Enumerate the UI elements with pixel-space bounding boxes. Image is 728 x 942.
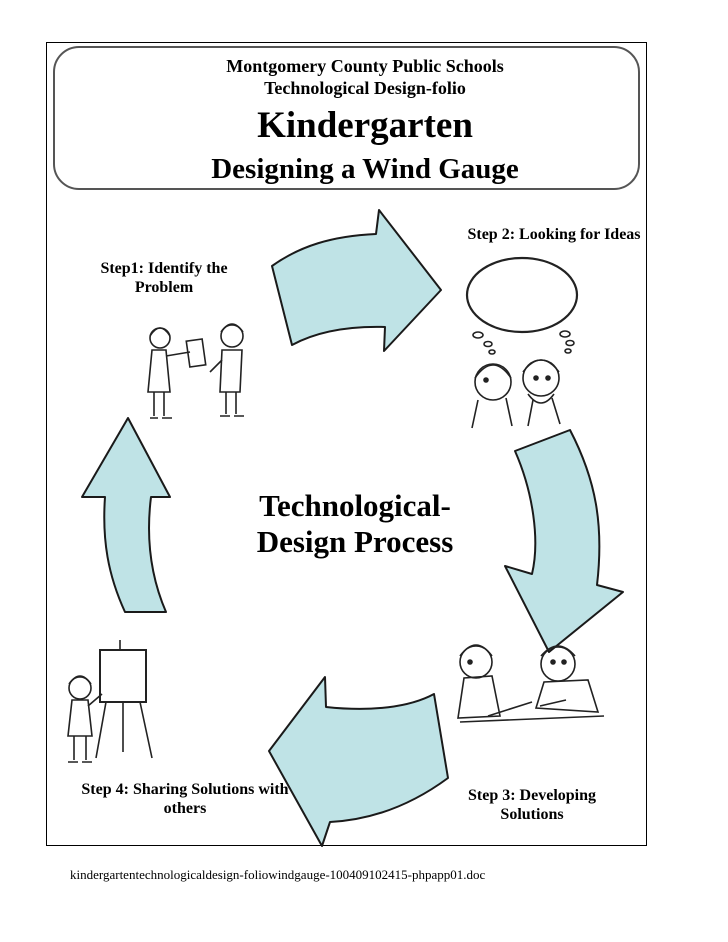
child-presenting-icon xyxy=(68,640,152,762)
arrow-step3-to-step4 xyxy=(269,677,448,846)
kids-talking-icon xyxy=(148,324,244,418)
process-title: Technological-Design Process xyxy=(256,488,454,559)
arrow-step4-to-step1 xyxy=(82,418,170,612)
header-school: Montgomery County Public Schools xyxy=(226,56,504,76)
header-subtitle: Designing a Wind Gauge xyxy=(211,153,519,185)
kids-drawing-icon xyxy=(458,645,604,722)
step2-label: Step 2: Looking for Ideas xyxy=(467,226,641,243)
footer-filename: kindergartentechnologicaldesign-foliowindgauge-100409102415-phpapp01.doc xyxy=(70,867,486,882)
kids-thinking-icon xyxy=(467,258,577,428)
step1-label: Step1: Identify the Problem xyxy=(100,260,228,296)
step3-label: Step 3: Developing Solutions xyxy=(468,787,596,823)
header-folio: Technological Design-folio xyxy=(264,78,466,98)
arrow-step1-to-step2 xyxy=(272,210,441,351)
arrow-step2-to-step3 xyxy=(505,430,623,652)
step4-label: Step 4: Sharing Solutions with others xyxy=(81,781,289,817)
header-title: Kindergarten xyxy=(257,105,473,146)
